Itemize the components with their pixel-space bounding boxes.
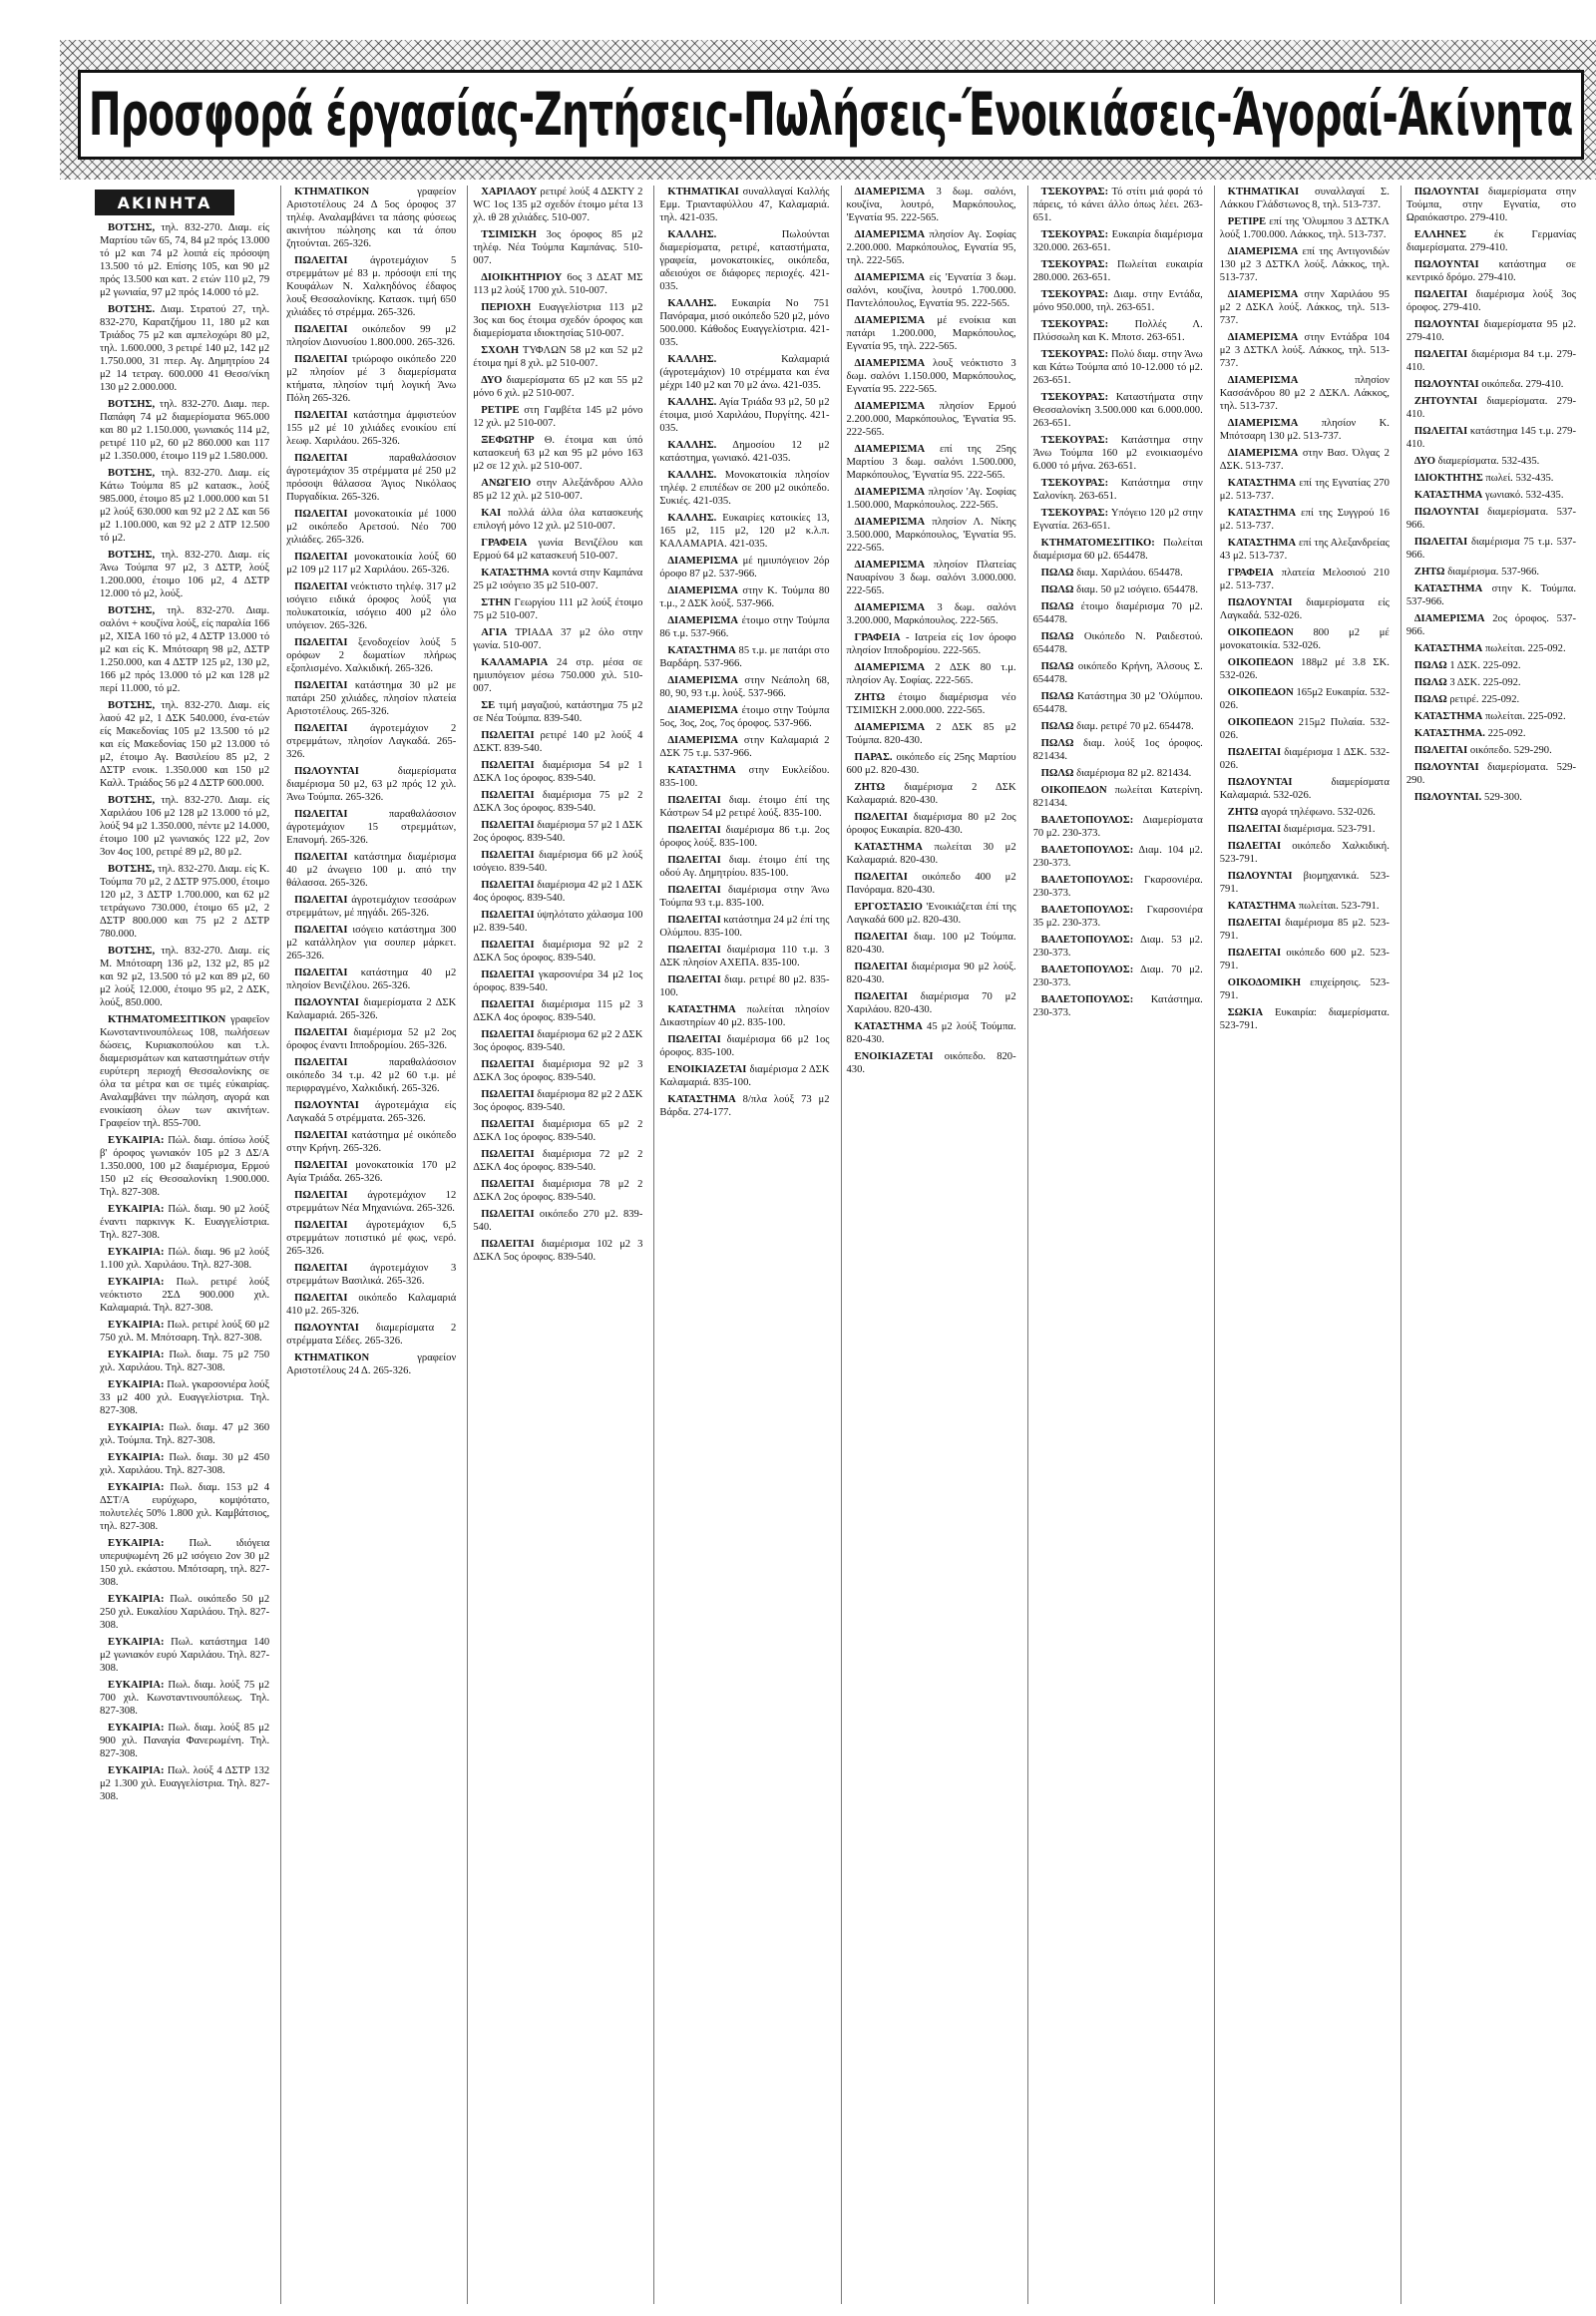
classified-ad: ΔΙΑΜΕΡΙΣΜΑ πλησίον Ερμού 2.200.000, Μαρκόπουλος, 'Εγνατία 95. 222-565. — [846, 401, 1016, 438]
classified-ad: ΚΤΗΜΑΤΟΜΕΣΙΤΙΚΟ: Πωλείται διαμέρισμα 60 μ2. 654478. — [1032, 538, 1203, 562]
classified-ad: ΖΗΤΩ διαμέρισμα 2 ΔΣΚ Καλαμαριά. 820-430. — [846, 782, 1016, 806]
classified-ad: ΟΙΚΟΠΕΔΟΝ 800 μ2 μέ μονοκατοικία. 532-026. — [1219, 627, 1390, 651]
classified-ad: ΔΙΑΜΕΡΙΣΜΑ πλησίον Πλατείας Ναυαρίνου 3 δωμ. σαλόνι 3.000.000. 222-565. — [846, 560, 1016, 596]
classified-ad: ΠΩΛΕΙΤΑΙ διαμέρισμα 80 μ2 2ος όροφος Ευκαιρία. 820-430. — [846, 812, 1016, 836]
classified-ad: ΔΥΟ διαμερίσματα 65 μ2 και 55 μ2 μόνο 6 χιλ. μ2 510-007. — [473, 375, 643, 399]
classified-ad: ΞΕΦΩΤΗΡ Θ. έτοιμα και ύπό κατασκευή 63 μ2 και 95 μ2 μόνο 163 μ2 σε 12 χιλ. μ2 510-007. — [473, 435, 643, 472]
classified-ad: ΠΩΛΟΥΝΤΑΙ διαμερίσματα 95 μ2. 279-410. — [1405, 319, 1576, 343]
classified-ad: ΠΩΛΕΙΤΑΙ νεόκτιστο τηλέφ. 317 μ2 ισόγειο ειδικά όροφος λούξ για πολυκατοικία, ισόγειο 400 μ2 όλο υπόγειον. 265-326. — [286, 581, 457, 631]
classified-ad: ΕΥΚΑΙΡΙΑ: Πώλ. διαμ. 90 μ2 λούξ έναντι παρκινγκ Κ. Ευαγγελίστρια. Τηλ. 827-308. — [100, 1204, 270, 1241]
classified-ad: ΤΣΕΚΟΥΡΑΣ: Καταστήματα στην Θεσσαλονίκη 3.500.000 και 6.000.000. 263-651. — [1032, 392, 1203, 429]
classified-ad: ΣΧΟΛΗ ΤΥΦΛΩΝ 58 μ2 και 52 μ2 έτοιμα ημί 8 χιλ. μ2 510-007. — [473, 345, 643, 369]
classified-ad: ΔΙΑΜΕΡΙΣΜΑ 3 δωμ. σαλόνι 3.200.000, Μαρκόπουλος. 222-565. — [846, 602, 1016, 626]
classified-ad: ΚΑΤΑΣΤΗΜΑ επί της Συγγρού 16 μ2. 513-737. — [1219, 508, 1390, 532]
classified-ad: ΕΥΚΑΙΡΙΑ: Πωλ. διαμ. 47 μ2 360 χιλ. Τούμπα. Τηλ. 827-308. — [100, 1422, 270, 1446]
classified-ad: ΚΑΤΑΣΤΗΜΑ γωνιακό. 532-435. — [1413, 490, 1564, 501]
classified-ad: ΠΩΛΕΙΤΑΙ διαμέρισμα 42 μ2 1 ΔΣΚ 4ος όροφος. 839-540. — [473, 880, 643, 904]
classified-ad: ΠΩΛΕΙΤΑΙ διαμέρισμα 92 μ2 3 ΔΣΚΛ 3ος όροφος. 839-540. — [473, 1059, 643, 1083]
classified-ad: ΠΩΛΕΙΤΑΙ οικόπεδο 400 μ2 Πανόραμα. 820-430. — [846, 872, 1016, 896]
classified-ad: ΠΩΛΕΙΤΑΙ οικόπεδο. 529-290. — [1413, 745, 1552, 756]
classified-ad: ΠΩΛΕΙΤΑΙ οικόπεδο 270 μ2. 839-540. — [473, 1209, 643, 1233]
classified-ad: ΡΕΤΙΡΕ επί της 'Ολυμπου 3 ΔΣΤΚΛ λούξ 1.700.000. Λάκκος, τηλ. 513-737. — [1219, 216, 1390, 240]
classified-ad: ΒΟΤΣΗΣ, τηλ. 832-270. Διαμ. περ. Παπάφη 74 μ2 διαμερίσματα 965.000 και 80 μ2 1.150.000, γωνιακός 114 μ2, ρετιρέ 110 μ2, 60 μ2 860.000 και 117 μ2 1.350.000, έτοιμο 119 μ2 1.580.000. — [100, 399, 270, 462]
classified-ad: ΒΑΛΕΤΟΠΟΥΛΟΣ: Γκαρσονιέρα. 230-373. — [1032, 875, 1203, 899]
classified-ad: ΤΣΕΚΟΥΡΑΣ: Υπόγειο 120 μ2 στην Εγνατία. 263-651. — [1032, 508, 1203, 532]
classified-ad: ΠΩΛΕΙΤΑΙ οικόπεδο 600 μ2. 523-791. — [1219, 948, 1390, 971]
classified-ad: ΔΙΑΜΕΡΙΣΜΑ επί της Αντιγονιδών 130 μ2 3 ΔΣΤΚΛ λούξ. Λάκκος, τηλ. 513-737. — [1219, 246, 1390, 283]
classified-ad: ΠΩΛΕΙΤΑΙ διαμέρισμα 110 τ.μ. 3 ΔΣΚ πλησίον ΑΧΕΠΑ. 835-100. — [659, 945, 830, 968]
classified-ad: ΔΙΑΜΕΡΙΣΜΑ είς 'Εγνατία 3 δωμ. σαλόνι, κουζίνα, λουτρό 1.700.000. Παντελόπουλος, Εγνατία 95. 222-565. — [846, 272, 1016, 309]
classified-ad: ΠΩΛΕΙΤΑΙ παραθαλάσσιον άγροτεμάχιον 35 στρέμματα μέ 250 μ2 πρόσοψι θάλασσα Άγιος Νικόλαος Πυργαδίκια. 265-326. — [286, 453, 457, 503]
classified-ad: ΠΩΛΕΙΤΑΙ κατάστημα διαμέρισμα 40 μ2 άνωγειο 100 μ. από την θάλασσα. 265-326. — [286, 852, 457, 889]
classified-ad: ΠΩΛΕΙΤΑΙ διαμέρισμα 62 μ2 2 ΔΣΚ 3ος όροφος. 839-540. — [473, 1029, 643, 1053]
classified-ad: ΠΩΛΕΙΤΑΙ ξενοδοχείον λούξ 5 ορόφων 2 δωματίων πλήρως εξοπλισμένο. Χαλκιδική. 265-326. — [286, 637, 457, 674]
classified-ad: ΠΩΛΩ διαμέρισμα 82 μ2. 821434. — [1040, 768, 1192, 779]
classified-ad: ΕΥΚΑΙΡΙΑ: Πωλ. διαμ. λούξ 75 μ2 700 χιλ. Κωνσταντινουπόλεως. Τηλ. 827-308. — [100, 1680, 270, 1717]
classified-ad: ΕΝΟΙΚΙΑΖΕΤΑΙ διαμέρισμα 2 ΔΣΚ Καλαμαριά. 835-100. — [659, 1064, 830, 1088]
classified-ad: ΣΩΚΙΑ Ευκαιρία: διαμερίσματα. 523-791. — [1219, 1007, 1390, 1031]
classified-ad: ΤΣΕΚΟΥΡΑΣ: Κατάστημα στην Άνω Τούμπα 160 μ2 ενοικιασμένο 6.000 τό μήνα. 263-651. — [1032, 435, 1203, 472]
classified-ad: ΠΩΛΕΙΤΑΙ οικόπεδον 99 μ2 πλησίον Διονυσίου 1.800.000. 265-326. — [286, 324, 457, 348]
classified-ad: ΣΤΗΝ Γεωργίου 111 μ2 λούξ έτοιμο 75 μ2 510-007. — [473, 597, 643, 621]
classified-ad: ΟΙΚΟΠΕΔΟΝ πωλείται Κατερίνη. 821434. — [1032, 785, 1203, 809]
classified-ad: ΔΙΑΜΕΡΙΣΜΑ πλησίον Κ. Μπότσαρη 130 μ2. 513-737. — [1219, 418, 1390, 442]
classified-ad: ΚΑΤΑΣΤΗΜΑ πωλείται πλησίον Δικαστηρίων 40 μ2. 835-100. — [659, 1004, 830, 1028]
classified-ad: ΒΟΤΣΗΣ, τηλ. 832-270. Διαμ. είς Μ. Μπότσαρη 136 μ2, 132 μ2, 85 μ2 και 92 μ2, 13.500 τό μ2 και 89 μ2, 60 μ2 λούξ 12.000, έτοιμο 95 μ2, 2 ΔΣΚ, λούξ, 850.000. — [100, 946, 270, 1008]
classified-ad: ΔΙΑΜΕΡΙΣΜΑ 3 δωμ. σαλόνι, κουζίνα, λουτρό, Μαρκόπουλος, 'Εγνατία 95. 222-565. — [846, 187, 1016, 223]
classified-ad: ΠΩΛΕΙΤΑΙ κατάστημα 30 μ2 με πατάρι 250 χιλιάδες, πλησίον πλατεία Αριστοτέλους. 265-326. — [286, 680, 457, 717]
classified-ad: ΖΗΤΩ διαμέρισμα. 537-966. — [1413, 567, 1540, 578]
classified-ad: ΠΩΛΟΥΝΤΑΙ διαμερίσματα διαμέρισμα 50 μ2, 63 μ2 πρός 12 χιλ. Άνω Τούμπα. 265-326. — [286, 766, 457, 803]
classified-ad: ΚΑΤΑΣΤΗΜΑ στην Ευκλείδου. 835-100. — [659, 765, 830, 789]
classified-ad: ΠΩΛΕΙΤΑΙ διαμέρισμα 86 τ.μ. 2ος όροφος λούξ. 835-100. — [659, 825, 830, 849]
classified-ad: ΓΡΑΦΕΙΑ γωνία Βενιζέλου και Ερμού 64 μ2 κατασκευή 510-007. — [473, 538, 643, 562]
classified-ad: ΠΩΛΕΙΤΑΙ οικόπεδο Χαλκιδική. 523-791. — [1219, 841, 1390, 865]
classified-ad: ΠΩΛΕΙΤΑΙ διαμέρισμα στην Άνω Τούμπα 93 τ.μ. 835-100. — [659, 885, 830, 909]
classified-ad: ΒΑΛΕΤΟΠΟΥΛΟΣ: Διαμ. 70 μ2. 230-373. — [1032, 965, 1203, 988]
classified-ad: ΠΩΛΩ οικόπεδο Κρήνη, Άλσους Σ. 654478. — [1032, 661, 1203, 685]
classified-ad: ΚΑΛΛΗΣ. Μονοκατοικία πλησίον τηλέφ. 2 επιπέδων σε 200 μ2 οικόπεδο. Συκιές. 421-035. — [659, 470, 830, 507]
classified-ad: ΠΩΛΕΙΤΑΙ κατάστημα 145 τ.μ. 279-410. — [1405, 426, 1576, 450]
classified-ad: ΠΩΛΕΙΤΑΙ κατάστημα μέ οικόπεδο στην Κρήνη. 265-326. — [286, 1130, 457, 1154]
classified-ad: ΤΣΕΚΟΥΡΑΣ: Πωλείται ευκαιρία 280.000. 263-651. — [1032, 259, 1203, 283]
classified-ad: ΖΗΤΟΥΝΤΑΙ διαμερίσματα. 279-410. — [1405, 396, 1576, 420]
classified-ad: ΠΩΛΩ 1 ΔΣΚ. 225-092. — [1413, 660, 1521, 671]
classified-ad: ΕΥΚΑΙΡΙΑ: Πωλ. διαμ. λούξ 85 μ2 900 χιλ. Παναγία Φανερωμένη. Τηλ. 827-308. — [100, 1723, 270, 1759]
classified-ad: ΚΑΛΛΗΣ. Καλαμαριά (άγροτεμάχιον) 10 στρέμματα και ένα μέχρι 140 μ2 και 70 μ2 άνω. 421-035. — [659, 354, 830, 391]
classified-ad: ΔΙΑΜΕΡΙΣΜΑ έτοιμο στην Τούμπα 86 τ.μ. 537-966. — [659, 615, 830, 639]
classified-ad: ΚΑΤΑΣΤΗΜΑ επί της Εγνατίας 270 μ2. 513-737. — [1219, 478, 1390, 502]
classified-ad: ΧΑΡΙΛΑΟΥ ρετιρέ λούξ 4 ΔΣΚΤΥ 2 WC 1ος 135 μ2 σχεδόν έτοιμο μέτα 13 χλ. ιθ 28 χιλιάδες. 510-007. — [473, 187, 643, 223]
classified-ad: ΠΩΛΩ ρετιρέ. 225-092. — [1413, 694, 1520, 705]
classified-ad: ΠΩΛΟΥΝΤΑΙ διαμερίσματα. 529-290. — [1405, 762, 1576, 786]
classified-ad: ΠΩΛΕΙΤΑΙ διαμέρισμα 85 μ2. 523-791. — [1219, 918, 1390, 942]
classified-ad: ΔΙΑΜΕΡΙΣΜΑ πλησίον Λ. Νίκης 3.500.000, Μαρκόπουλος, 'Εγνατία 95. 222-565. — [846, 517, 1016, 554]
masthead-title: Προσφορά έργασίας-Ζητήσεις-Πωλήσεις-Ένοικιάσεις-Άγοραί-Άκίνητα — [78, 70, 1584, 160]
classified-ad: ΠΩΛΕΙΤΑΙ διαμέρισμα 1 ΔΣΚ. 532-026. — [1219, 747, 1390, 771]
classified-ad: ΒΟΤΣΗΣ, τηλ. 832-270. Διαμ. σαλόνι + κουζίνα λούξ, είς παραλία 166 μ2, ΧΙΣΑ 160 τό μ2, 4 ΔΣΤΡ 13.000 τό μ2 και είς Κ. Μπότσαρη 98 μ2, ΔΣΤΡ 1.250.000, και 4 ΔΣΤΡ 125 μ2, 130 μ2, 166 μ2 πρός 13.000 τό μ2 και 128 μ2 περί 11.000, τό μ2. — [100, 605, 270, 694]
classified-ad: ΚΤΗΜΑΤΙΚΑΙ συναλλαγαί Καλλής Εμμ. Τριανταφύλλου 47, Καλαμαριά. τηλ. 421-035. — [659, 187, 830, 223]
classified-ad: ΠΩΛΕΙΤΑΙ κατάστημα 40 μ2 πλησίον Βενιζέλου. 265-326. — [286, 967, 457, 991]
ad-column — [653, 186, 834, 2304]
classified-ad: ΠΩΛΕΙΤΑΙ διαμέρισμα 102 μ2 3 ΔΣΚΛ 5ος όροφος. 839-540. — [473, 1239, 643, 1263]
classified-ad: ΤΣΙΜΙΣΚΗ 3ος όροφος 85 μ2 τηλέφ. Νέα Τούμπα Καμπάνας. 510-007. — [473, 229, 643, 266]
classified-ad: ΚΑΤΑΣΤΗΜΑ. 225-092. — [1413, 728, 1526, 739]
classified-ad: ΠΩΛΟΥΝΤΑΙ διαμερίσματα. 537-966. — [1405, 507, 1576, 531]
classified-ad: ΠΩΛΕΙΤΑΙ ύψηλότατο χάλασμα 100 μ2. 839-540. — [473, 910, 643, 934]
classified-ad: ΠΩΛΟΥΝΤΑΙ. 529-300. — [1413, 792, 1522, 803]
classified-ad: ΖΗΤΩ αγορά τηλέφωνο. 532-026. — [1227, 807, 1376, 818]
ad-column — [1400, 186, 1581, 2304]
classified-ad: ΠΩΛΟΥΝΤΑΙ διαμερίσματα 2 στρέμματα Σέδες. 265-326. — [286, 1323, 457, 1347]
ad-column — [280, 186, 461, 2304]
classified-ad: ΠΩΛΕΙΤΑΙ διαμέρισμα 65 μ2 2 ΔΣΚΛ 1ος όροφος. 839-540. — [473, 1119, 643, 1143]
classified-ad: ΔΙΑΜΕΡΙΣΜΑ πλησίον Κασσάνδρου 80 μ2 2 ΔΣΚΛ. Λάκκος, τηλ. 513-737. — [1219, 375, 1390, 412]
classified-ad: ΚΤΗΜΑΤΙΚΟΝ γραφείον Αριστοτέλους 24 Δ 5ος όροφος 37 τηλέφ. Αναλαμβάνει τα πάσης φύσεως ακινήτου πώλησης και τά όπου ζητούνται. 265-326. — [286, 187, 457, 249]
classified-ad: ΚΑΤΑΣΤΗΜΑ κοντά στην Καμπάνα 25 μ2 ισόγειο 35 μ2 510-007. — [473, 568, 643, 591]
classified-ad: ΚΑΤΑΣΤΗΜΑ πωλείται. 523-791. — [1227, 901, 1380, 912]
classified-ad: ΠΩΛΕΙΤΑΙ διαμέρισμα 92 μ2 2 ΔΣΚΛ 5ος όροφος. 839-540. — [473, 940, 643, 964]
classified-ad: ΒΟΤΣΗΣ. Διαμ. Στρατού 27, τηλ. 832-270, Καρατζήμου 11, 180 μ2 και Τριάδος 75 μ2 και αμπελοχώρι 80 μ2, τηλ. 1.600.000, 3 ρετιρέ 140 μ2, 142 μ2 1.750.000, 31 πτερ. Αγ. Δημητρίου 24 μ2 14 τετραγ. 600.000 41 Θεσσ/νίκη 130 μ2 2.000.000. — [100, 304, 270, 393]
classified-ad: ΔΙΑΜΕΡΙΣΜΑ πλησίον Αγ. Σοφίας 2.200.000. Μαρκόπουλος, Εγνατία 95, τηλ. 222-565. — [846, 229, 1016, 266]
classified-ad: ΒΑΛΕΤΟΠΟΥΛΟΣ: Γκαρσονιέρα 35 μ2. 230-373. — [1032, 905, 1203, 929]
classified-ad: ΔΙΑΜΕΡΙΣΜΑ 2 ΔΣΚ 80 τ.μ. πλησίον Αγ. Σοφίας. 222-565. — [846, 662, 1016, 686]
classified-ad: ΠΩΛΕΙΤΑΙ άγροτεμάχιον 6,5 στρεμμάτων ποτιστικό μέ φως, νερό. 265-326. — [286, 1220, 457, 1257]
classified-ad: ΔΙΑΜΕΡΙΣΜΑ 2ος όροφος. 537-966. — [1405, 613, 1576, 637]
classified-ad: ΤΣΕΚΟΥΡΑΣ: Πολλές Λ. Πλύσσωλη και Κ. Μποτσ. 263-651. — [1032, 319, 1203, 343]
classified-ad: ΔΙΑΜΕΡΙΣΜΑ μέ ημιυπόγειον 2όρ όροφο 87 μ2. 537-966. — [659, 556, 830, 579]
classified-ad: ΠΩΛΕΙΤΑΙ διαμέρισμα 75 τ.μ. 537-966. — [1405, 537, 1576, 561]
classified-ad: ΠΩΛΕΙΤΑΙ γκαρσονιέρα 34 μ2 1ος όροφος. 839-540. — [473, 969, 643, 993]
classified-ad: ΠΩΛΕΙΤΑΙ τριώροφο οικόπεδο 220 μ2 πλησίον μέ 3 διαμερίσματα κτήματα, πλησίον τιμή λογική Άνω Πόλη 265-326. — [286, 354, 457, 404]
classified-ad: ΠΩΛΩ διαμ. ρετιρέ 70 μ2. 654478. — [1040, 721, 1194, 732]
classified-ad: ΠΩΛΟΥΝΤΑΙ βιομηχανικά. 523-791. — [1219, 871, 1390, 895]
classified-ad: ΠΩΛΕΙΤΑΙ διαμέρισμα 84 τ.μ. 279-410. — [1405, 349, 1576, 373]
classified-ad: ΠΩΛΕΙΤΑΙ διαμ. ρετιρέ 80 μ2. 835-100. — [659, 974, 830, 998]
classified-ad: ΚΑΛΛΗΣ. Αγία Τριάδα 93 μ2, 50 μ2 έτοιμα, μισό Χαριλάου, Πυργίτης. 421-035. — [659, 397, 830, 434]
ad-column — [467, 186, 647, 2304]
classified-ad: ΠΩΛΟΥΝΤΑΙ κατάστημα σε κεντρικό δρόμο. 279-410. — [1405, 259, 1576, 283]
classified-ad: ΔΙΑΜΕΡΙΣΜΑ στην Χαριλάου 95 μ2 2 ΔΣΚΛ λούξ. Λάκκος, τηλ. 513-737. — [1219, 289, 1390, 326]
classified-ad: ΓΡΑΦΕΙΑ - Ιατρεία είς 1ον όροφο πλησίον Ιπποδρομίου. 222-565. — [846, 632, 1016, 656]
classified-ad: ΠΑΡΑΣ. οικόπεδο είς 25ης Μαρτίου 600 μ2. 820-430. — [846, 752, 1016, 776]
classified-ad: ΚΑΤΑΣΤΗΜΑ πωλείται 30 μ2 Καλαμαριά. 820-430. — [846, 842, 1016, 866]
ad-column — [95, 186, 274, 2304]
classified-ad: ΚΤΗΜΑΤΙΚΟΝ γραφείον Αριστοτέλους 24 Δ. 265-326. — [286, 1352, 457, 1376]
classified-ad: ΠΩΛΟΥΝΤΑΙ διαμερίσματα Καλαμαριά. 532-026. — [1219, 777, 1390, 801]
ad-column — [1214, 186, 1395, 2304]
classified-ad: ΤΣΕΚΟΥΡΑΣ: Κατάστημα στην Σαλονίκη. 263-651. — [1032, 478, 1203, 502]
classified-ad: ΠΩΛΕΙΤΑΙ διαμέρισμα 54 μ2 1 ΔΣΚΛ 1ος όροφος. 839-540. — [473, 760, 643, 784]
classified-ad: ΠΩΛΕΙΤΑΙ μονοκατοικία μέ 1000 μ2 οικόπεδο Αρετσού. Νέο 700 χιλιάδες. 265-326. — [286, 509, 457, 546]
classified-ad: ΠΩΛΕΙΤΑΙ διαμέρισμα 72 μ2 2 ΔΣΚΛ 4ος όροφος. 839-540. — [473, 1149, 643, 1173]
classified-ad: ΒΑΛΕΤΟΠΟΥΛΟΣ: Διαμερίσματα 70 μ2. 230-373. — [1032, 815, 1203, 839]
classified-ad: ΟΙΚΟΠΕΔΟΝ 165μ2 Ευκαιρία. 532-026. — [1219, 687, 1390, 711]
classified-ad: ΠΩΛΕΙΤΑΙ μονοκατοικία λούξ 60 μ2 109 μ2 117 μ2 Χαριλάου. 265-326. — [286, 552, 457, 576]
classified-ad: ΒΟΤΣΗΣ, τηλ. 832-270. Διαμ. είς Κάτω Τούμπα 85 μ2 κατασκ., λούξ 985.000, έτοιμο 85 μ2 1.000.000 και 51 μ2 λούξ 630.000 και 92 μ2 2 ΔΣ και 56 μ2 1.100.000, και 92 μ2 2 ΔΤΡ 12.500 τό μ2. — [100, 468, 270, 544]
classified-ad: ΠΩΛΩ διαμ. Χαριλάου. 654478. — [1040, 568, 1183, 579]
classified-ad: ΤΣΕΚΟΥΡΑΣ: Τό στίτι μιά φορά τό πάρεις, τό κάνει άλλο όπως λέει. 263-651. — [1032, 187, 1203, 223]
classified-ad: ΚΑΤΑΣΤΗΜΑ 8/πλα λούξ 73 μ2 Βάρδα. 274-177. — [659, 1094, 830, 1118]
classified-ad: ΚΑΛΑΜΑΡΙΑ 24 στρ. μέσα σε ημιυπόγειον μέσω 750.000 χιλ. 510-007. — [473, 657, 643, 694]
classified-ad: ΚΑΛΛΗΣ. Πωλούνται διαμερίσματα, ρετιρέ, καταστήματα, γραφεία, μονοκατοικίες, οικόπεδα, αδειούχοι σε διάφορες περιοχές. 421-035. — [659, 229, 830, 292]
classified-ad: ΠΩΛΕΙΤΑΙ διαμέρισμα 70 μ2 Χαριλάου. 820-430. — [846, 991, 1016, 1015]
classified-ad: ΔΙΑΜΕΡΙΣΜΑ στην Εντάδρα 104 μ2 3 ΔΣΤΚΛ λούξ. Λάκκος, τηλ. 513-737. — [1219, 332, 1390, 369]
classified-ad: ΔΙΑΜΕΡΙΣΜΑ στην Νεάπολη 68, 80, 90, 93 τ.μ. λούξ. 537-966. — [659, 675, 830, 699]
classified-ad: ΖΗΤΩ έτοιμο διαμέρισμα νέο ΤΣΙΜΙΣΚΗ 2.000.000. 222-565. — [846, 692, 1016, 716]
classified-ad: ΠΩΛΕΙΤΑΙ κατάστημα άμφιστεύον 155 μ2 μέ 10 χιλιάδες ενοικίου επί λεωφ. Χαριλάου. 265-326. — [286, 410, 457, 447]
classified-ad: ΠΩΛΕΙΤΑΙ διαμέρισμα 90 μ2 λούξ. 820-430. — [846, 962, 1016, 985]
classified-ad: ΔΥΟ διαμερίσματα. 532-435. — [1413, 456, 1540, 467]
classified-ad: ΒΟΤΣΗΣ, τηλ. 832-270. Διαμ. είς Χαριλάου 106 μ2 128 μ2 13.000 τό μ2, λούξ 94 μ2 1.350.000, πέντε μ2 14.000, έτοιμο 100 μ2 γωνιακός 122 μ2, 2ον 3ον 4ος 100, ρετιρέ 89 μ2, 80 μ2. — [100, 795, 270, 858]
classified-ad: ΠΩΛΕΙΤΑΙ άγροτεμάχιον 12 στρεμμάτων Νέα Μηχανιώνα. 265-326. — [286, 1190, 457, 1214]
classified-ad: ΓΡΑΦΕΙΑ πλατεία Μελοσιού 210 μ2. 513-737. — [1219, 568, 1390, 591]
classified-ad: ΕΝΟΙΚΙΑΖΕΤΑΙ οικόπεδο. 820-430. — [846, 1051, 1016, 1075]
classified-ad: ΒΑΛΕΤΟΠΟΥΛΟΣ: Διαμ. 104 μ2. 230-373. — [1032, 845, 1203, 869]
classified-ad: ΠΩΛΕΙΤΑΙ άγροτεμάχιον 5 στρεμμάτων μέ 83 μ. πρόσοψι επί της Κουφάλων Ν. Χαλκηδόνος έδαφος λουξ Θεσσαλονίκης. Κατασκ. τιμή 650 χιλιάδες τό στρέμμα. 265-326. — [286, 255, 457, 318]
classified-ad: ΤΣΕΚΟΥΡΑΣ: Διαμ. στην Εντάδα, μόνο 950.000, τηλ. 263-651. — [1032, 289, 1203, 313]
classified-ad: ΒΟΤΣΗΣ, τηλ. 832-270. Διαμ. είς λαού 42 μ2, 1 ΔΣΚ 540.000, ένα-ετών είς Μακεδονίας 105 μ2 13.500 τό μ2 και είς Μακεδονίας 150 μ2 13.000 τό μ2, έτοιμο Αγ. Βασιλείου 85 μ2, 2 ΔΣΤΡ ενοικ. 1.350.000 και 150 μ2 Καλλ. Τριάδος 56 μ2 4 ΔΣΤΡ 600.000. — [100, 700, 270, 789]
classified-ad: ΠΩΛΩ διαμ. λούξ 1ος όροφος. 821434. — [1032, 738, 1203, 762]
classified-ad: ΠΩΛΟΥΝΤΑΙ άγροτεμάχια είς Λαγκαδά 5 στρέμματα. 265-326. — [286, 1100, 457, 1124]
classified-ad: ΚΑΛΛΗΣ. Ευκαιρίες κατοικίες 13, 165 μ2, 115 μ2, 120 μ2 κ.λ.π. ΚΑΛΑΜΑΡΙΑ. 421-035. — [659, 513, 830, 550]
classified-ad: ΚΤΗΜΑΤΙΚΑΙ συναλλαγαί Σ. Λάκκου Γλάδστωνος 8, τηλ. 513-737. — [1219, 187, 1390, 210]
classified-ad: ΕΥΚΑΙΡΙΑ: Πωλ. κατάστημα 140 μ2 γωνιακόν ευρύ Χαριλάου. Τηλ. 827-308. — [100, 1637, 270, 1674]
classified-ad: ΠΩΛΕΙΤΑΙ διαμ. έτοιμο έπί της Κάστρων 54 μ2 ρετιρέ λούξ. 835-100. — [659, 795, 830, 819]
classified-ad: ΠΩΛΕΙΤΑΙ διαμέρισμα 82 μ2 2 ΔΣΚ 3ος όροφος. 839-540. — [473, 1089, 643, 1113]
classified-ad: ΠΩΛΕΙΤΑΙ διαμέρισμα λούξ 3ος όροφος. 279-410. — [1405, 289, 1576, 313]
classified-ad: ΠΩΛΕΙΤΑΙ άγροτεμάχιον 2 στρεμμάτων, πλησίον Λαγκαδά. 265-326. — [286, 723, 457, 760]
classified-ad: ΔΙΑΜΕΡΙΣΜΑ επί της 25ης Μαρτίου 3 δωμ. σαλόνι 1.500.000, Μαρκόπουλος, 'Εγνατία 95. 222-565. — [846, 444, 1016, 481]
masthead-banner — [60, 40, 1596, 180]
section-label: ΑΚΙΝΗΤΑ — [95, 190, 234, 215]
classified-ad: ΔΙΑΜΕΡΙΣΜΑ λουξ νεόκτιστο 3 δωμ. σαλόνι 1.150.000, Μαρκόπουλος, Εγνατία 95. 222-565. — [846, 358, 1016, 395]
classified-ad: ΠΩΛΕΙΤΑΙ παραθαλάσσιον οικόπεδο 34 τ.μ. 42 μ2 60 τ.μ. μέ περιφραγμένο, Χαλκιδική. 265-326. — [286, 1057, 457, 1094]
classified-ad: ΔΙΟΙΚΗΤΗΡΙΟΥ 6ος 3 ΔΣΑΤ ΜΣ 113 μ2 λούξ 1700 χιλ. 510-007. — [473, 272, 643, 296]
classified-ad: ΠΕΡΙΟΧΗ Ευαγγελίστρια 113 μ2 3ος και 6ος έτοιμα σχεδόν όροφος και διαμερίσματα ιδιοκτησίας 510-007. — [473, 302, 643, 339]
classified-ad: ΠΩΛΕΙΤΑΙ κατάστημα 24 μ2 έπί της Ολύμπου. 835-100. — [659, 915, 830, 939]
classified-ad: ΠΩΛΕΙΤΑΙ διαμ. έτοιμο έπί της οδού Αγ. Δημητρίου. 835-100. — [659, 855, 830, 879]
ad-column — [841, 186, 1021, 2304]
classified-ad: ΠΩΛΕΙΤΑΙ διαμέρισμα 66 μ2 λούξ ισόγειο. 839-540. — [473, 850, 643, 874]
classified-ad: ΠΩΛΩ Κατάστημα 30 μ2 'Ολύμπου. 654478. — [1032, 691, 1203, 715]
classified-ad: ΒΟΤΣΗΣ, τηλ. 832-270. Διαμ. είς Μαρτίου τῶν 65, 74, 84 μ2 πρός 13.000 τό μ2 και 74 μ2 λοιπά είς πρόσοψη 13.500 τό μ2. Επίσης 105, και 90 μ2 πρός 13.500 και κατ. 2 ετών 110 μ2, 79 μ2 γωνιαία, 97 μ2 πρός 14.000 τό μ2. — [100, 222, 270, 298]
classified-ad: ΠΩΛΕΙΤΑΙ διαμέρισμα 75 μ2 2 ΔΣΚΛ 3ος όροφος. 839-540. — [473, 790, 643, 814]
classified-ad: ΤΣΕΚΟΥΡΑΣ: Πολύ διαμ. στην Άνω και Κάτω Τούμπα από 10-12.000 τό μ2. 263-651. — [1032, 349, 1203, 386]
classified-ad: ΒΟΤΣΗΣ, τηλ. 832-270. Διαμ. είς Άνω Τούμπα 97 μ2, 3 ΔΣΤΡ, λούξ 1.200.000, έτοιμο 106 μ2, 4 ΔΣΤΡ 12.000 τό μ2, λούξ. — [100, 550, 270, 599]
classified-ad: ΕΥΚΑΙΡΙΑ: Πωλ. λούξ 4 ΔΣΤΡ 132 μ2 1.300 χιλ. Ευαγγελίστρια. Τηλ. 827-308. — [100, 1765, 270, 1802]
classified-ad: ΒΑΛΕΤΟΠΟΥΛΟΣ: Κατάστημα. 230-373. — [1032, 994, 1203, 1018]
classified-ad: ΕΥΚΑΙΡΙΑ: Πωλ. γκαρσονιέρα λούξ 33 μ2 400 χιλ. Ευαγγελίστρια. Τηλ. 827-308. — [100, 1379, 270, 1416]
classified-ad: ΔΙΑΜΕΡΙΣΜΑ στην Κ. Τούμπα 80 τ.μ., 2 ΔΣΚ λούξ. 537-966. — [659, 585, 830, 609]
classified-ad: ΚΑΤΑΣΤΗΜΑ πωλείται. 225-092. — [1413, 711, 1566, 722]
classified-ad: ΠΩΛΕΙΤΑΙ ισόγειο κατάστημα 300 μ2 κατάλληλον για σουπερ μάρκετ. 265-326. — [286, 925, 457, 962]
classified-ad: ΠΩΛΩ διαμ. 50 μ2 ισόγειο. 654478. — [1040, 584, 1199, 595]
classifieds-columns — [95, 186, 1581, 2304]
classified-ad: ΔΙΑΜΕΡΙΣΜΑ μέ ενοίκια και πατάρι 1.200.000, Μαρκόπουλος, Εγνατία 95, τηλ. 222-565. — [846, 315, 1016, 352]
classified-ad: ΠΩΛΕΙΤΑΙ ρετιρέ 140 μ2 λούξ 4 ΔΣΚΤ. 839-540. — [473, 730, 643, 754]
classified-ad: ΠΩΛΕΙΤΑΙ άγροτεμάχιον 3 στρεμμάτων Βασιλικά. 265-326. — [286, 1263, 457, 1287]
classified-ad: ΚΑΤΑΣΤΗΜΑ πωλείται. 225-092. — [1413, 643, 1566, 654]
classified-ad: ΠΩΛΩ 3 ΔΣΚ. 225-092. — [1413, 677, 1521, 688]
classified-ad: ΟΙΚΟΠΕΔΟΝ 215μ2 Πυλαία. 532-026. — [1219, 717, 1390, 741]
classified-ad: ΕΥΚΑΙΡΙΑ: Πωλ. οικόπεδο 50 μ2 250 χιλ. Ευκαλίου Χαριλάου. Τηλ. 827-308. — [100, 1594, 270, 1631]
classified-ad: ΚΤΗΜΑΤΟΜΕΣΙΤΙΚΟΝ γραφεῖον Κωνσταντινουπόλεως 108, πωλήσεων δώσεις, Κυριακοπούλου και τ.λ. διαμερισμάτων και καταστημάτων στήν ευρύτερη περιοχή Θεσσαλονίκης σε όλα τα μέτρα και σε τιμές εύκαιρίας. Αναλαμβάνει την πώληση, αγορά και ενοικίαση όλων των ακινήτων. Γραφείον τηλ. 855-700. — [100, 1014, 270, 1129]
classified-ad: ΤΣΕΚΟΥΡΑΣ: Ευκαιρία διαμέρισμα 320.000. 263-651. — [1032, 229, 1203, 253]
classified-ad: ΚΑΤΑΣΤΗΜΑ 45 μ2 λούξ Τούμπα. 820-430. — [846, 1021, 1016, 1045]
classified-ad: ΠΩΛΩ Οικόπεδο Ν. Ραιδεστού. 654478. — [1032, 631, 1203, 655]
classified-ad: ΕΛΛΗΝΕΣ έκ Γερμανίας διαμερίσματα. 279-410. — [1405, 229, 1576, 253]
classified-ad: ΠΩΛΕΙΤΑΙ διαμέρισμα 52 μ2 2ος όροφος έναντι Ιπποδρομίου. 265-326. — [286, 1027, 457, 1051]
classified-ad: ΠΩΛΕΙΤΑΙ οικόπεδο Καλαμαριά 410 μ2. 265-326. — [286, 1293, 457, 1317]
classified-ad: ΔΙΑΜΕΡΙΣΜΑ πλησίον 'Αγ. Σοφίας 1.500.000, Μαρκόπουλος. 222-565. — [846, 487, 1016, 511]
classified-ad: ΡΕΤΙΡΕ στη Γαμβέτα 145 μ2 μόνο 12 χιλ. μ2 510-007. — [473, 405, 643, 429]
classified-ad: ΙΔΙΟΚΤΗΤΗΣ πωλεί. 532-435. — [1413, 473, 1554, 484]
classified-ad: ΠΩΛΟΥΝΤΑΙ διαμερίσματα 2 ΔΣΚ Καλαμαριά. 265-326. — [286, 997, 457, 1021]
classified-ad: ΒΑΛΕΤΟΠΟΥΛΟΣ: Διαμ. 53 μ2. 230-373. — [1032, 935, 1203, 959]
classified-ad: ΚΑΤΑΣΤΗΜΑ στην Κ. Τούμπα. 537-966. — [1405, 583, 1576, 607]
classified-ad: ΕΥΚΑΙΡΙΑ: Πωλ. διαμ. 75 μ2 750 χιλ. Χαριλάου. Τηλ. 827-308. — [100, 1350, 270, 1373]
classified-ad: ΕΥΚΑΙΡΙΑ: Πωλ. διαμ. 153 μ2 4 ΔΣΤ/Α ευρύχωρο, κομψότατο, πολυτελές 50% 1.800 χιλ. Καμβάτσιος, τηλ. 827-308. — [100, 1482, 270, 1532]
classified-ad: ΠΩΛΕΙΤΑΙ διαμέρισμα 66 μ2 1ος όροφος. 835-100. — [659, 1034, 830, 1058]
classified-ad: ΠΩΛΕΙΤΑΙ διαμέρισμα 57 μ2 1 ΔΣΚ 2ος όροφος. 839-540. — [473, 820, 643, 844]
classified-ad: ΕΥΚΑΙΡΙΑ: Πώλ. διαμ. όπίσω λούξ β' όροφος γωνιακόν 105 μ2 3 ΔΣ/Α 1.350.000, 100 μ2 διαμέρισμα, Ερμού 150 μ2 είς Θεσσαλονίκη 1.900.000. Τηλ. 827-308. — [100, 1135, 270, 1198]
classified-ad: ΠΩΛΕΙΤΑΙ μονοκατοικία 170 μ2 Αγία Τριάδα. 265-326. — [286, 1160, 457, 1184]
classified-ad: ΔΙΑΜΕΡΙΣΜΑ 2 ΔΣΚ 85 μ2 Τούμπα. 820-430. — [846, 722, 1016, 746]
classified-ad: ΕΡΓΟΣΤΑΣΙΟ 'Ενοικιάζεται έπί της Λαγκαδά 600 μ2. 820-430. — [846, 902, 1016, 926]
classified-ad: ΠΩΛΟΥΝΤΑΙ οικόπεδα. 279-410. — [1413, 379, 1564, 390]
classified-ad: ΕΥΚΑΙΡΙΑ: Πωλ. διαμ. 30 μ2 450 χιλ. Χαριλάου. Τηλ. 827-308. — [100, 1452, 270, 1476]
classified-ad: ΠΩΛΕΙΤΑΙ διαμέρισμα 115 μ2 3 ΔΣΚΛ 4ος όροφος. 839-540. — [473, 999, 643, 1023]
classified-ad: ΚΑΤΑΣΤΗΜΑ 85 τ.μ. με πατάρι στο Βαρδάρη. 537-966. — [659, 645, 830, 669]
classified-ad: ΑΝΩΓΕΙΟ στην Αλεξάνδρου Αλλο 85 μ2 12 χιλ. μ2 510-007. — [473, 478, 643, 502]
classified-ad: ΠΩΛΩ έτοιμο διαμέρισμα 70 μ2. 654478. — [1032, 601, 1203, 625]
classified-ad: ΚΑΙ πολλά άλλα όλα κατασκευής επιλογή μόνο 12 χιλ. μ2 510-007. — [473, 508, 643, 532]
classified-ad: ΒΟΤΣΗΣ, τηλ. 832-270. Διαμ. είς Κ. Τούμπα 70 μ2, 2 ΔΣΤΡ 975.000, έτοιμο 120 μ2, 3 ΔΣΤΡ 1.700.000, και 62 μ2 τετράγωνο 730.000, έτοιμο 65 μ2, 2 ΔΣΤΡ 800.000 και 75 μ2 2 ΔΣΤΡ 780.000. — [100, 864, 270, 940]
classified-ad: ΕΥΚΑΙΡΙΑ: Πώλ. διαμ. 96 μ2 λούξ 1.100 χιλ. Χαριλάου. Τηλ. 827-308. — [100, 1247, 270, 1271]
classified-ad: ΟΙΚΟΠΕΔΟΝ 188μ2 μέ 3.8 ΣΚ. 532-026. — [1219, 657, 1390, 681]
ad-column — [1027, 186, 1208, 2304]
classified-ad: ΔΙΑΜΕΡΙΣΜΑ στην Καλαμαριά 2 ΔΣΚ 75 τ.μ. 537-966. — [659, 735, 830, 759]
classified-ad: ΠΩΛΟΥΝΤΑΙ διαμερίσματα στην Τούμπα, στην Εγνατία, στο Ωραιόκαστρο. 279-410. — [1405, 187, 1576, 223]
classified-ad: ΔΙΑΜΕΡΙΣΜΑ στην Βασ. Όλγας 2 ΔΣΚ. 513-737. — [1219, 448, 1390, 472]
classified-ad: ΕΥΚΑΙΡΙΑ: Πωλ. ρετιρέ λούξ νεόκτιστο 2ΣΔ 900.000 χιλ. Καλαμαριά. Τηλ. 827-308. — [100, 1277, 270, 1314]
classified-ad: ΟΙΚΟΔΟΜΙΚΗ επιχείρησις. 523-791. — [1219, 977, 1390, 1001]
classified-ad: ΠΩΛΕΙΤΑΙ διαμέρισμα. 523-791. — [1227, 824, 1376, 835]
classified-ad: ΚΑΛΛΗΣ. Δημοσίου 12 μ2 κατάστημα, γωνιακό. 421-035. — [659, 440, 830, 464]
classified-ad: ΕΥΚΑΙΡΙΑ: Πωλ. ιδιόγεια υπερυψωμένη 26 μ2 ισόγειο 2ον 30 μ2 150 χιλ. εκάστου. Μπότσαρη, τηλ. 827-308. — [100, 1538, 270, 1588]
classified-ad: ΠΩΛΕΙΤΑΙ παραθαλάσσιον άγροτεμάχιον 15 στρεμμάτων, Επανομή. 265-326. — [286, 809, 457, 846]
classified-ad: ΑΓΙΑ ΤΡΙΑΔΑ 37 μ2 όλο στην γωνία. 510-007. — [473, 627, 643, 651]
classified-ad: ΠΩΛΕΙΤΑΙ διαμέρισμα 78 μ2 2 ΔΣΚΛ 2ος όροφος. 839-540. — [473, 1179, 643, 1203]
classified-ad: ΠΩΛΟΥΝΤΑΙ διαμερίσματα είς Λαγκαδά. 532-026. — [1219, 597, 1390, 621]
classified-ad: ΠΩΛΕΙΤΑΙ άγροτεμάχιον τεσσάρων στρεμμάτων, μέ πηγάδι. 265-326. — [286, 895, 457, 919]
classified-ad: ΠΩΛΕΙΤΑΙ διαμ. 100 μ2 Τούμπα. 820-430. — [846, 932, 1016, 956]
classified-ad: ΚΑΤΑΣΤΗΜΑ επί της Αλεξανδρείας 43 μ2. 513-737. — [1219, 538, 1390, 562]
classified-ad: ΕΥΚΑΙΡΙΑ: Πωλ. ρετιρέ λούξ 60 μ2 750 χιλ. Μ. Μπότσαρη. Τηλ. 827-308. — [100, 1320, 270, 1344]
classified-ad: ΣΕ τιμή μαγαζιού, κατάστημα 75 μ2 σε Νέα Τούμπα. 839-540. — [473, 700, 643, 724]
classified-ad: ΚΑΛΛΗΣ. Ευκαιρία Νο 751 Πανόραμα, μισό οικόπεδο 520 μ2, μόνο 500.000. Κάθοδος Ευαγγελίστρια. 421-035. — [659, 298, 830, 348]
classified-ad: ΔΙΑΜΕΡΙΣΜΑ έτοιμο στην Τούμπα 5ος, 3ος, 2ος, 7ος όροφος. 537-966. — [659, 705, 830, 729]
